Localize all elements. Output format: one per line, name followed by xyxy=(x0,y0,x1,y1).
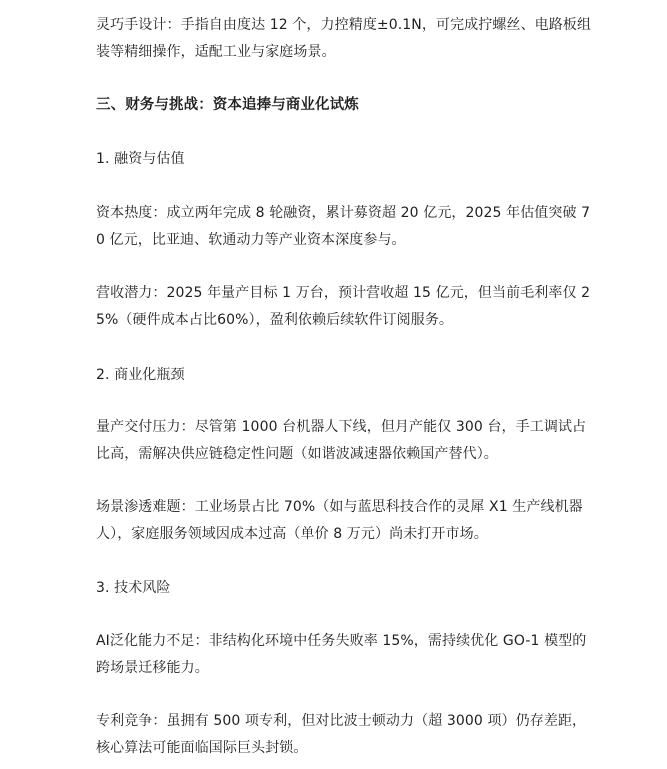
subsection-commercialization-title: 2. 商业化瓶颈 xyxy=(96,367,185,383)
paragraph-dexterous-hand: 灵巧手设计：手指自由度达 12 个，力控精度±0.1N，可完成拧螺丝、电路板组装等精细操作，适配工业与家庭场景。 xyxy=(96,17,592,60)
paragraph-scenario-penetration: 场景渗透难题：工业场景占比 70%（如与蓝思科技合作的灵犀 X1 生产线机器人），家庭服务领域因成本过高（单价 8 万元）尚未打开市场。 xyxy=(96,499,583,542)
paragraph-patent-competition: 专利竞争：虽拥有 500 项专利，但对比波士顿动力（超 3000 项）仍存差距，核心算法可能面临国际巨头封锁。 xyxy=(96,713,587,756)
paragraph-capital-heat: 资本热度：成立两年完成 8 轮融资，累计募资超 20 亿元，2025 年估值突破 70 亿元，比亚迪、软通动力等产业资本深度参与。 xyxy=(96,205,591,248)
paragraph-ai-generalization: AI泛化能力不足：非结构化环境中任务失败率 15%，需持续优化 GO-1 模型的跨场景迁移能力。 xyxy=(96,633,587,676)
paragraph-mass-production: 量产交付压力：尽管第 1000 台机器人下线，但月产能仅 300 台，手工调试占比高，需解决供应链稳定性问题（如谐波减速器依赖国产替代）。 xyxy=(96,419,587,462)
section-three-heading: 三、财务与挑战：资本追捧与商业化试炼 xyxy=(96,97,359,113)
subsection-tech-risk-title: 3. 技术风险 xyxy=(96,580,171,596)
paragraph-revenue-potential: 营收潜力：2025 年量产目标 1 万台，预计营收超 15 亿元，但当前毛利率仅 25%（硬件成本占比60%），盈利依赖后续软件订阅服务。 xyxy=(96,285,591,328)
subsection-financing-title: 1. 融资与估值 xyxy=(96,151,185,167)
